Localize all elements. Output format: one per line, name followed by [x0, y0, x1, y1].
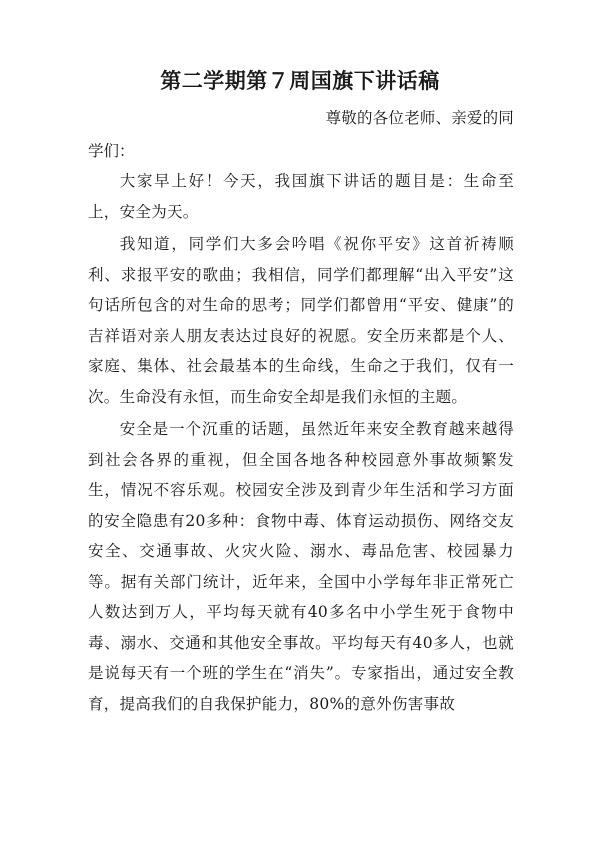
paragraph-safety-song: 我知道，同学们大多会吟唱《祝你平安》这首祈祷顺利、求报平安的歌曲；我相信，同学们都理解“出入平安”这句话所包含的对生命的思考；同学们都曾用“平安、健康”的吉祥语对亲人朋友表达过良好的祝愿。安全历来都是个人、家庭、集体、社会最基本的生命线，生命之于我们，仅有一次。生命没有永恒，而生命安全却是我们永恒的主题。 [88, 235, 514, 406]
paragraph-opening: 大家早上好！今天，我国旗下讲话的题目是：生命至上，安全为天。 [88, 172, 514, 221]
document-body [88, 103, 514, 719]
paragraph-safety-statistics: 安全是一个沉重的话题，虽然近年来安全教育越来越得到社会各界的重视，但全国各地各种校园意外事故频繁发生，情况不容乐观。校园安全涉及到青少年生活和学习方面的安全隐患有20多种：食物中毒、体育运动损伤、网络交友安全、交通事故、火灾火险、溺水、毒品危害、校园暴力等。据有关部门统计，近年来，全国中小学每年非正常死亡人数达到万人，平均每天就有40多名中小学生死于食物中毒、溺水、交通和其他安全事故。平均每天有40多人，也就是说每天有一个班的学生在“消失”。专家指出，通过安全教育，提高我们的自我保护能力，80%的意外伤害事故 [88, 420, 514, 713]
greeting-line: 尊敬的各位老师、亲爱的同 [325, 109, 514, 127]
document-title: 第二学期第７周国旗下讲话稿 [160, 68, 440, 93]
greeting-continuation: 学们： [88, 141, 135, 160]
